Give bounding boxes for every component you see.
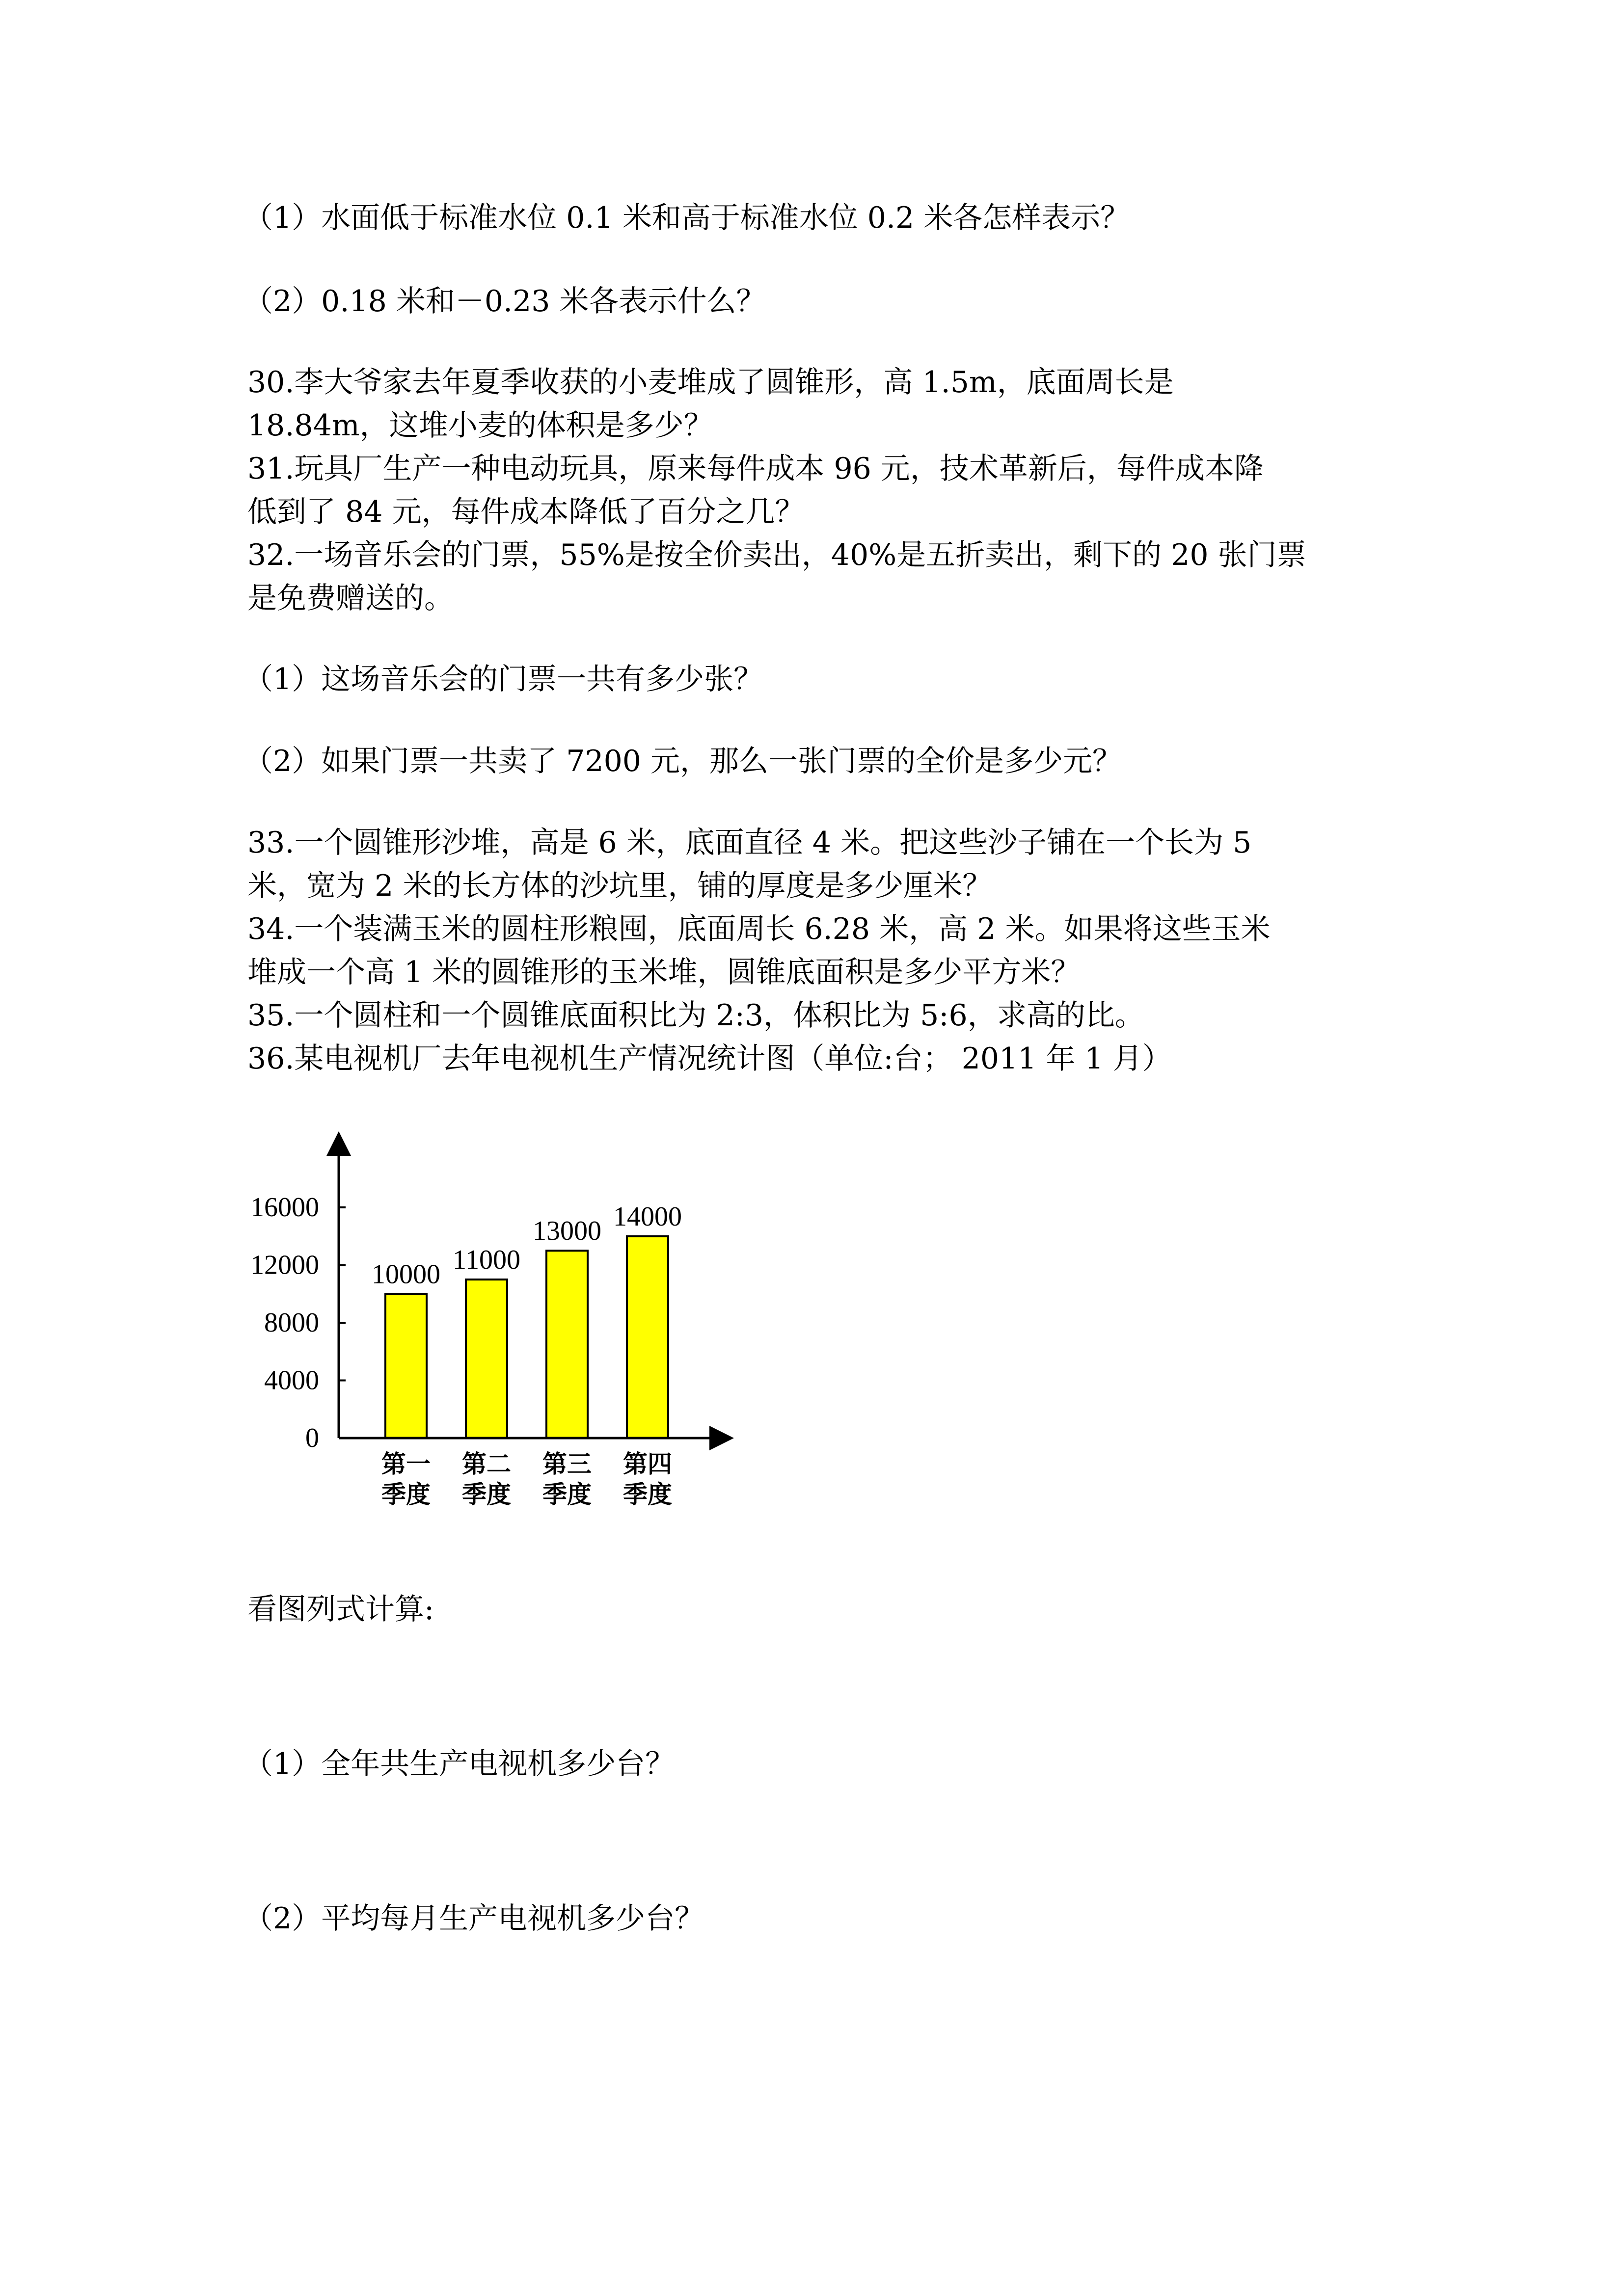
y-tick-label: 16000	[250, 1192, 319, 1223]
category-label: 季度	[623, 1480, 672, 1509]
bar	[385, 1294, 427, 1438]
q29-part2-text: （2）0.18 米和－0.23 米各表示什么？	[244, 284, 766, 319]
data-label: 13000	[533, 1216, 601, 1247]
category-label: 季度	[381, 1480, 431, 1509]
q31-text-line2: 低到了 84 元，每件成本降低了百分之几？	[247, 495, 805, 529]
q31-text-line1: 31.玩具厂生产一种电动玩具，原来每件成本 96 元，技术革新后，每件成本降	[247, 452, 1264, 486]
data-label: 10000	[372, 1259, 440, 1290]
y-axis-ticks	[250, 1192, 346, 1453]
q29-part1-text: （1）水面低于标准水位 0.1 米和高于标准水位 0.2 米各怎样表示？	[244, 201, 1130, 235]
bar	[466, 1280, 507, 1438]
category-label: 季度	[462, 1480, 511, 1509]
q32-text-line1: 32.一场音乐会的门票，55%是按全价卖出，40%是五折卖出，剩下的 20 张门票	[247, 538, 1306, 572]
category-label: 第三	[542, 1450, 592, 1478]
q34-text-line2: 堆成一个高 1 米的圆锥形的玉米堆，圆锥底面积是多少平方米？	[247, 955, 1081, 989]
q36-part1-text: （1）全年共生产电视机多少台？	[244, 1747, 675, 1781]
q32-text-line2: 是免费赠送的。	[247, 581, 454, 615]
category-label: 第一	[381, 1450, 431, 1478]
q35-text: 35.一个圆柱和一个圆锥底面积比为 2:3，体积比为 5:6，求高的比。	[247, 998, 1144, 1033]
q30-text-line2: 18.84m，这堆小麦的体积是多少？	[247, 408, 713, 443]
category-label: 第四	[623, 1450, 672, 1478]
data-label: 11000	[453, 1244, 520, 1275]
bar	[627, 1236, 668, 1438]
y-tick-label: 12000	[250, 1250, 319, 1281]
q32-part2-text: （2）如果门票一共卖了 7200 元，那么一张门票的全价是多少元？	[244, 744, 1122, 778]
q32-part1-text: （1）这场音乐会的门票一共有多少张？	[244, 662, 763, 696]
tv-production-bar-chart	[231, 1129, 771, 1531]
category-label: 季度	[542, 1480, 592, 1509]
bar	[546, 1251, 588, 1438]
q33-text-line2: 米，宽为 2 米的长方体的沙坑里，铺的厚度是多少厘米？	[247, 869, 992, 903]
q30-text-line1: 30.李大爷家去年夏季收获的小麦堆成了圆锥形，高 1.5m，底面周长是	[247, 365, 1174, 400]
q34-text-line1: 34.一个装满玉米的圆柱形粮囤，底面周长 6.28 米，高 2 米。如果将这些玉米	[247, 912, 1271, 946]
y-tick-label: 8000	[264, 1308, 319, 1338]
category-label: 第二	[462, 1450, 511, 1478]
q36-intro-text: 看图列式计算:	[247, 1592, 434, 1627]
q33-text-line1: 33.一个圆锥形沙堆，高是 6 米，底面直径 4 米。把这些沙子铺在一个长为 5	[247, 826, 1252, 860]
q36-part2-text: （2）平均每月生产电视机多少台？	[244, 1901, 704, 1936]
y-tick-label: 0	[305, 1423, 319, 1453]
y-tick-label: 4000	[264, 1365, 319, 1396]
category-labels	[381, 1450, 672, 1509]
data-label: 14000	[613, 1201, 682, 1232]
q36-text: 36.某电视机厂去年电视机生产情况统计图（单位:台； 2011 年 1 月）	[247, 1041, 1172, 1076]
